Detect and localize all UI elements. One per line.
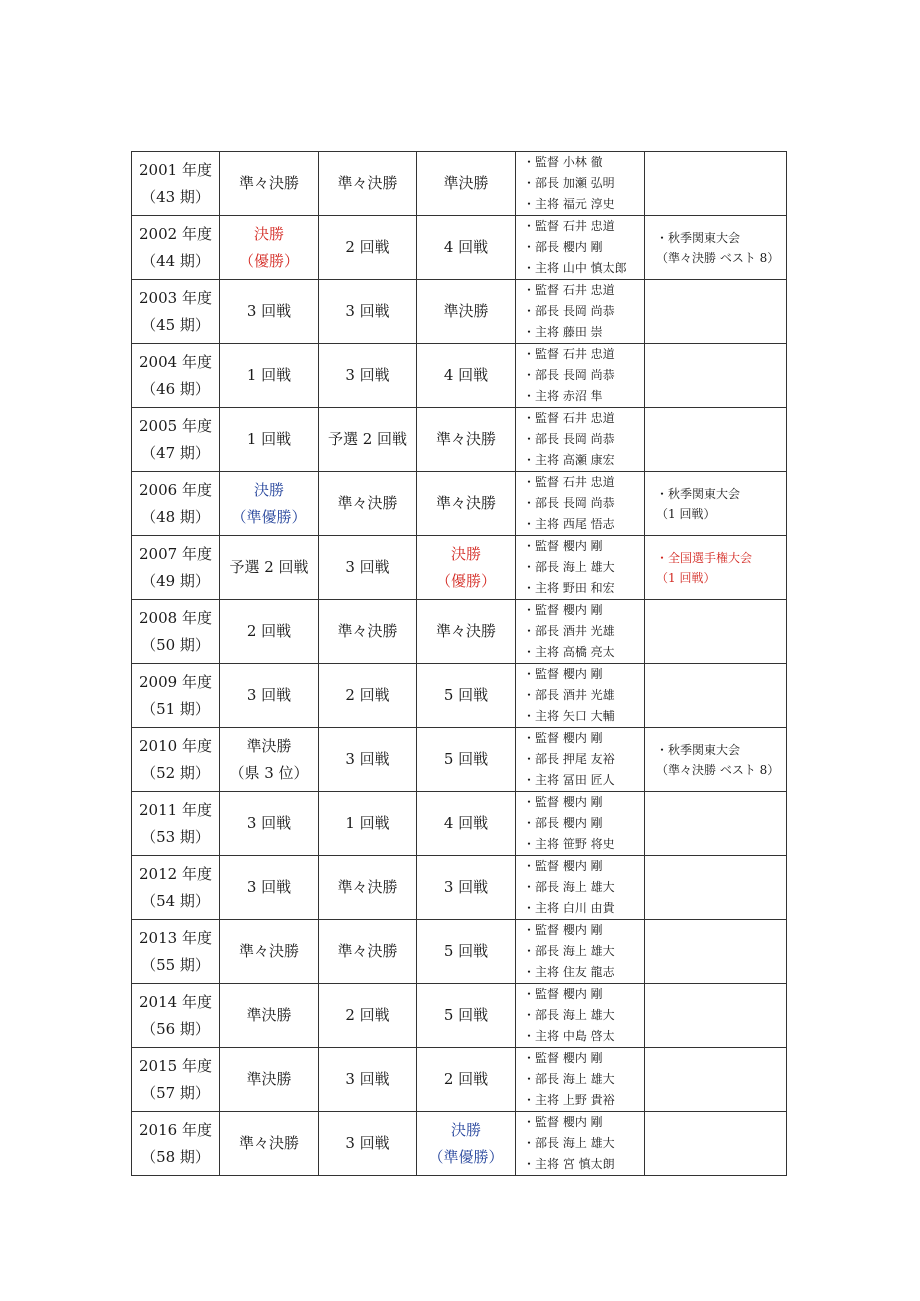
year-label: 2004 年度 — [139, 352, 212, 371]
result-cell-3 — [417, 216, 516, 280]
staff-line: ・監督 石井 忠道 — [523, 347, 615, 361]
term-label: （57 期） — [141, 1083, 210, 1102]
result-cell-2 — [319, 792, 417, 856]
staff-line: ・主将 赤沼 隼 — [523, 389, 603, 403]
result-text: 準々決勝 — [238, 942, 299, 960]
table-row — [132, 152, 787, 216]
result-cell-3 — [417, 408, 516, 472]
notes-cell — [645, 792, 787, 856]
staff-line: ・監督 石井 忠道 — [523, 219, 615, 233]
records-table — [131, 151, 787, 1176]
result-cell-2 — [319, 344, 417, 408]
staff-line: ・主将 藤田 崇 — [523, 325, 603, 339]
result-cell-2 — [319, 536, 417, 600]
term-label: （53 期） — [141, 827, 210, 846]
result-text: 予選 2 回戦 — [327, 430, 408, 448]
note-line: （準々決勝 ベスト 8） — [656, 762, 780, 777]
term-label: （54 期） — [141, 891, 210, 910]
result-text: 1 回戦 — [246, 366, 292, 384]
staff-line: ・主将 上野 貴裕 — [523, 1093, 615, 1107]
result-cell-1 — [220, 280, 319, 344]
table-row — [132, 664, 787, 728]
staff-line: ・監督 櫻内 剛 — [523, 539, 603, 553]
staff-line: ・部長 櫻内 剛 — [523, 816, 603, 830]
staff-cell — [516, 152, 645, 216]
staff-line: ・主将 福元 淳史 — [523, 197, 615, 211]
year-cell — [132, 472, 220, 536]
staff-line: ・主将 笹野 将史 — [523, 837, 615, 851]
result-text: 2 回戦 — [345, 1006, 390, 1024]
result-text: 準決勝 — [443, 302, 489, 320]
result-text: 3 回戦 — [246, 302, 292, 320]
year-cell — [132, 216, 220, 280]
staff-cell — [516, 664, 645, 728]
year-cell — [132, 1112, 220, 1176]
result-text: 3 回戦 — [345, 1070, 390, 1088]
staff-cell — [516, 408, 645, 472]
notes-cell — [645, 152, 787, 216]
note-line: （準々決勝 ベスト 8） — [656, 250, 780, 265]
staff-cell — [516, 728, 645, 792]
result-text: 3 回戦 — [345, 1134, 390, 1152]
staff-line: ・監督 櫻内 剛 — [523, 923, 603, 937]
staff-line: ・主将 山中 慎太郎 — [523, 261, 627, 275]
result-text: （優勝） — [435, 571, 496, 590]
staff-line: ・部長 長岡 尚恭 — [523, 304, 615, 318]
staff-line: ・監督 櫻内 剛 — [523, 1115, 603, 1129]
year-label: 2005 年度 — [139, 416, 212, 435]
year-label: 2015 年度 — [139, 1056, 212, 1075]
term-label: （58 期） — [141, 1147, 210, 1166]
result-text: （準優勝） — [231, 507, 307, 526]
staff-cell — [516, 280, 645, 344]
result-text: 3 回戦 — [246, 878, 292, 896]
result-text: 2 回戦 — [345, 238, 390, 256]
result-text: 決勝 — [450, 544, 481, 563]
result-cell-1 — [220, 408, 319, 472]
year-label: 2002 年度 — [139, 224, 212, 243]
staff-line: ・主将 白川 由貴 — [523, 901, 615, 915]
table-row — [132, 856, 787, 920]
result-text: 3 回戦 — [345, 366, 390, 384]
result-text: 5 回戦 — [443, 1006, 489, 1024]
term-label: （51 期） — [141, 699, 210, 718]
notes-cell — [645, 408, 787, 472]
term-label: （47 期） — [141, 443, 210, 462]
result-cell-3 — [417, 344, 516, 408]
staff-cell — [516, 920, 645, 984]
year-cell — [132, 408, 220, 472]
staff-line: ・監督 櫻内 剛 — [523, 667, 603, 681]
notes-cell — [645, 1048, 787, 1112]
result-cell-3 — [417, 1048, 516, 1112]
result-text: 3 回戦 — [345, 302, 390, 320]
staff-line: ・監督 石井 忠道 — [523, 475, 615, 489]
term-label: （56 期） — [141, 1019, 210, 1038]
staff-line: ・部長 櫻内 剛 — [523, 240, 603, 254]
result-text: 準決勝 — [443, 174, 489, 192]
note-line: （1 回戦） — [656, 570, 716, 585]
result-cell-1 — [220, 152, 319, 216]
year-cell — [132, 856, 220, 920]
result-text: 準々決勝 — [337, 494, 398, 512]
result-cell-2 — [319, 152, 417, 216]
notes-cell — [645, 728, 787, 792]
result-cell-2 — [319, 1112, 417, 1176]
staff-line: ・監督 櫻内 剛 — [523, 1051, 603, 1065]
year-cell — [132, 984, 220, 1048]
result-text: 4 回戦 — [443, 366, 489, 384]
staff-line: ・部長 海上 雄大 — [523, 1008, 615, 1022]
result-text: 3 回戦 — [246, 814, 292, 832]
year-cell — [132, 664, 220, 728]
result-cell-3 — [417, 920, 516, 984]
staff-cell — [516, 856, 645, 920]
staff-line: ・部長 海上 雄大 — [523, 560, 615, 574]
result-text: 予選 2 回戦 — [229, 558, 309, 576]
staff-line: ・部長 海上 雄大 — [523, 1072, 615, 1086]
notes-cell — [645, 856, 787, 920]
staff-line: ・監督 櫻内 剛 — [523, 987, 603, 1001]
result-cell-1 — [220, 536, 319, 600]
result-cell-1 — [220, 1112, 319, 1176]
term-label: （44 期） — [141, 251, 210, 270]
result-text: 準々決勝 — [337, 942, 398, 960]
staff-cell — [516, 216, 645, 280]
staff-line: ・監督 櫻内 剛 — [523, 859, 603, 873]
table-row — [132, 1048, 787, 1112]
result-cell-3 — [417, 664, 516, 728]
result-text: 準決勝 — [246, 1070, 292, 1088]
table-row — [132, 792, 787, 856]
note-line: （1 回戦） — [656, 506, 716, 521]
result-text: 1 回戦 — [345, 814, 390, 832]
result-text: 1 回戦 — [246, 430, 292, 448]
result-text: 2 回戦 — [246, 622, 292, 640]
term-label: （48 期） — [141, 507, 210, 526]
result-text: 準々決勝 — [238, 174, 299, 192]
result-text: （県 3 位） — [229, 763, 309, 782]
year-cell — [132, 728, 220, 792]
result-cell-3 — [417, 280, 516, 344]
staff-line: ・主将 住友 龍志 — [523, 965, 615, 979]
term-label: （55 期） — [141, 955, 210, 974]
year-label: 2011 年度 — [139, 800, 212, 819]
result-text: 準々決勝 — [337, 174, 398, 192]
result-cell-2 — [319, 984, 417, 1048]
staff-cell — [516, 1048, 645, 1112]
year-label: 2006 年度 — [139, 480, 212, 499]
notes-cell — [645, 920, 787, 984]
result-cell-3 — [417, 536, 516, 600]
year-cell — [132, 280, 220, 344]
result-cell-3 — [417, 728, 516, 792]
result-text: 5 回戦 — [443, 942, 489, 960]
table-row — [132, 536, 787, 600]
result-cell-3 — [417, 984, 516, 1048]
table-row — [132, 216, 787, 280]
staff-line: ・主将 野田 和宏 — [523, 581, 615, 595]
result-text: 5 回戦 — [443, 750, 489, 768]
result-text: 決勝 — [253, 480, 284, 499]
staff-cell — [516, 984, 645, 1048]
notes-cell — [645, 216, 787, 280]
year-label: 2016 年度 — [139, 1120, 212, 1139]
table-row — [132, 344, 787, 408]
result-cell-2 — [319, 728, 417, 792]
staff-cell — [516, 792, 645, 856]
year-label: 2001 年度 — [139, 160, 212, 179]
notes-cell — [645, 280, 787, 344]
staff-line: ・主将 中島 啓太 — [523, 1029, 615, 1043]
year-label: 2003 年度 — [139, 288, 212, 307]
result-cell-3 — [417, 472, 516, 536]
result-cell-3 — [417, 1112, 516, 1176]
result-text: 3 回戦 — [443, 878, 489, 896]
year-cell — [132, 536, 220, 600]
staff-line: ・監督 櫻内 剛 — [523, 795, 603, 809]
result-text: 4 回戦 — [443, 814, 489, 832]
notes-cell — [645, 664, 787, 728]
table-row — [132, 920, 787, 984]
staff-line: ・部長 加瀬 弘明 — [523, 176, 615, 190]
result-text: 3 回戦 — [345, 558, 390, 576]
notes-cell — [645, 536, 787, 600]
staff-line: ・部長 海上 雄大 — [523, 880, 615, 894]
staff-line: ・主将 高橋 亮太 — [523, 645, 615, 659]
table-row — [132, 984, 787, 1048]
year-cell — [132, 920, 220, 984]
result-text: 準々決勝 — [435, 622, 496, 640]
staff-cell — [516, 472, 645, 536]
staff-line: ・部長 長岡 尚恭 — [523, 432, 615, 446]
result-text: 準々決勝 — [337, 878, 398, 896]
staff-line: ・主将 宮 慎太朗 — [523, 1157, 615, 1171]
term-label: （49 期） — [141, 571, 210, 590]
staff-line: ・監督 小林 徹 — [523, 155, 603, 169]
staff-line: ・監督 石井 忠道 — [523, 411, 615, 425]
staff-line: ・部長 長岡 尚恭 — [523, 496, 615, 510]
term-label: （52 期） — [141, 763, 210, 782]
table-row — [132, 1112, 787, 1176]
staff-line: ・監督 石井 忠道 — [523, 283, 615, 297]
result-text: 準々決勝 — [435, 430, 496, 448]
result-cell-2 — [319, 920, 417, 984]
staff-line: ・主将 西尾 悟志 — [523, 517, 615, 531]
result-text: 2 回戦 — [443, 1070, 489, 1088]
result-cell-3 — [417, 600, 516, 664]
term-label: （46 期） — [141, 379, 210, 398]
result-cell-2 — [319, 664, 417, 728]
result-text: 準々決勝 — [238, 1134, 299, 1152]
table-row — [132, 472, 787, 536]
result-text: 準々決勝 — [435, 494, 496, 512]
result-text: 3 回戦 — [246, 686, 292, 704]
result-text: 準決勝 — [246, 736, 292, 755]
term-label: （50 期） — [141, 635, 210, 654]
result-cell-2 — [319, 408, 417, 472]
result-text: 決勝 — [450, 1120, 481, 1139]
staff-line: ・部長 酒井 光雄 — [523, 688, 615, 702]
result-cell-2 — [319, 216, 417, 280]
result-cell-1 — [220, 728, 319, 792]
result-cell-2 — [319, 1048, 417, 1112]
records-body — [132, 152, 787, 1176]
year-label: 2007 年度 — [139, 544, 212, 563]
notes-cell — [645, 600, 787, 664]
result-cell-1 — [220, 216, 319, 280]
staff-cell — [516, 1112, 645, 1176]
result-cell-2 — [319, 280, 417, 344]
notes-cell — [645, 984, 787, 1048]
result-cell-3 — [417, 152, 516, 216]
result-cell-1 — [220, 472, 319, 536]
staff-line: ・主将 矢口 大輔 — [523, 709, 615, 723]
year-label: 2010 年度 — [139, 736, 212, 755]
table-row — [132, 728, 787, 792]
result-cell-2 — [319, 856, 417, 920]
notes-cell — [645, 472, 787, 536]
staff-cell — [516, 536, 645, 600]
year-cell — [132, 600, 220, 664]
result-cell-1 — [220, 664, 319, 728]
staff-line: ・主将 冨田 匠人 — [523, 773, 615, 787]
staff-line: ・監督 櫻内 剛 — [523, 731, 603, 745]
staff-cell — [516, 600, 645, 664]
staff-line: ・主将 高瀬 康宏 — [523, 453, 615, 467]
note-line: ・秋季関東大会 — [656, 742, 741, 757]
notes-cell — [645, 1112, 787, 1176]
year-cell — [132, 344, 220, 408]
table-row — [132, 408, 787, 472]
staff-line: ・監督 櫻内 剛 — [523, 603, 603, 617]
result-cell-1 — [220, 1048, 319, 1112]
result-cell-1 — [220, 984, 319, 1048]
result-cell-1 — [220, 600, 319, 664]
result-text: 4 回戦 — [443, 238, 489, 256]
notes-cell — [645, 344, 787, 408]
staff-line: ・部長 押尾 友裕 — [523, 752, 615, 766]
year-cell — [132, 792, 220, 856]
year-label: 2008 年度 — [139, 608, 212, 627]
result-text: 準々決勝 — [337, 622, 398, 640]
year-label: 2012 年度 — [139, 864, 212, 883]
year-label: 2014 年度 — [139, 992, 212, 1011]
staff-line: ・部長 海上 雄大 — [523, 1136, 615, 1150]
staff-line: ・部長 酒井 光雄 — [523, 624, 615, 638]
year-cell — [132, 152, 220, 216]
note-line: ・全国選手権大会 — [656, 550, 753, 565]
result-text: 5 回戦 — [443, 686, 489, 704]
year-label: 2013 年度 — [139, 928, 212, 947]
result-cell-1 — [220, 344, 319, 408]
result-text: 準決勝 — [246, 1006, 292, 1024]
term-label: （43 期） — [141, 187, 210, 206]
staff-line: ・部長 長岡 尚恭 — [523, 368, 615, 382]
table-row — [132, 600, 787, 664]
result-text: （優勝） — [238, 251, 299, 270]
year-cell — [132, 1048, 220, 1112]
note-line: ・秋季関東大会 — [656, 230, 741, 245]
result-cell-3 — [417, 856, 516, 920]
result-cell-1 — [220, 792, 319, 856]
note-line: ・秋季関東大会 — [656, 486, 741, 501]
result-text: 2 回戦 — [345, 686, 390, 704]
term-label: （45 期） — [141, 315, 210, 334]
staff-cell — [516, 344, 645, 408]
result-cell-1 — [220, 920, 319, 984]
result-cell-2 — [319, 472, 417, 536]
staff-line: ・部長 海上 雄大 — [523, 944, 615, 958]
result-cell-1 — [220, 856, 319, 920]
result-cell-3 — [417, 792, 516, 856]
result-cell-2 — [319, 600, 417, 664]
table-row — [132, 280, 787, 344]
result-text: （準優勝） — [428, 1147, 504, 1166]
year-label: 2009 年度 — [139, 672, 212, 691]
result-text: 3 回戦 — [345, 750, 390, 768]
result-text: 決勝 — [253, 224, 284, 243]
